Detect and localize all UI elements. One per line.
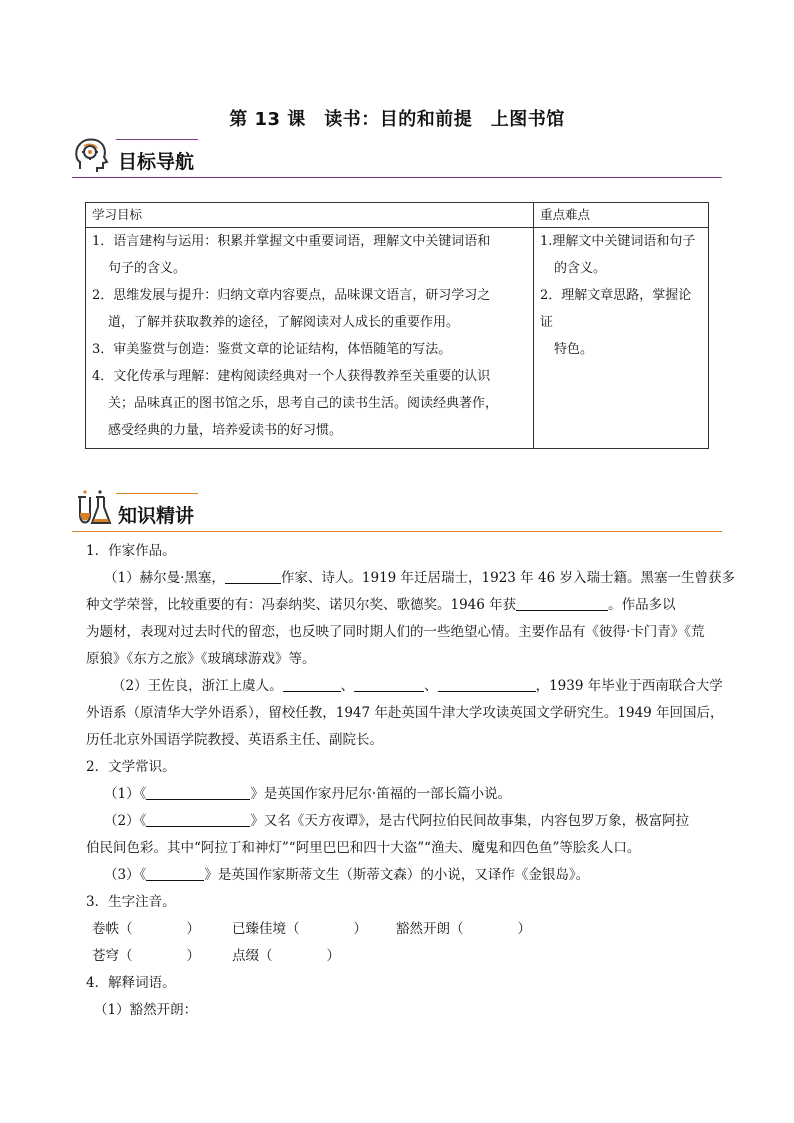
- pinyin-item[interactable]: 已臻佳境（ ）: [232, 921, 367, 937]
- fill-blank[interactable]: [146, 864, 204, 881]
- header-key-points: 重点难点: [534, 203, 709, 228]
- header-deco-line: [116, 493, 198, 494]
- head-gears-icon: [72, 135, 112, 175]
- flask-icon: [72, 489, 112, 529]
- section-rule: [72, 177, 722, 178]
- page-title: 第 13 课 读书：目的和前提 上图书馆: [229, 109, 565, 130]
- section-title: 目标导航: [118, 151, 195, 173]
- fill-blank[interactable]: [516, 594, 608, 611]
- knowledge-body: [86, 538, 735, 1024]
- header-learning-goals: 学习目标: [86, 203, 534, 228]
- paragraph-line: 为题材，表现对过去时代的留恋，也反映了同时期人们的一些绝望心情。主要作品有《彼得·卡门青》《荒: [86, 624, 705, 640]
- heading-definitions: 4．解释词语。: [86, 975, 176, 991]
- header-deco-line: [116, 139, 198, 140]
- section-header-goals: [72, 138, 722, 178]
- fill-blank[interactable]: [146, 810, 250, 827]
- definition-item: （1）豁然开朗：: [94, 1002, 198, 1018]
- literary-item: （2）《 》又名《天方夜谭》，是古代阿拉伯民间故事集，内容包罗万象，极富阿拉: [86, 808, 726, 835]
- table-row: [86, 228, 709, 449]
- fill-blank[interactable]: [438, 675, 536, 692]
- goals-table: [85, 202, 709, 449]
- heading-pinyin: 3．生字注音。: [86, 894, 176, 910]
- pinyin-row: [86, 916, 726, 943]
- keypoint-item: 2．理解文章思路，掌握论证 特色。: [540, 288, 692, 357]
- paragraph-wangzuoliang: （2）王佐良，浙江上虞人。 、 、 ，1939 年毕业于西南联合大学: [86, 673, 726, 700]
- goal-item: 2．思维发展与提升：归纳文章内容要点，品味课文语言，研习学习之 道，了解并获取教养的途径，了解阅读对人成长的重要作用。: [92, 288, 491, 330]
- fill-blank[interactable]: [283, 675, 341, 692]
- paragraph-hesse: （1）赫尔曼·黑塞， 作家、诗人。1919 年迁居瑞士，1923 年 46 岁入瑞士籍。黑塞一生曾获多: [86, 565, 726, 592]
- fill-blank[interactable]: [354, 675, 424, 692]
- pinyin-item[interactable]: 卷帙（ ）: [92, 921, 200, 937]
- pinyin-item[interactable]: 点缀（ ）: [232, 948, 340, 964]
- goal-item: 3．审美鉴赏与创造：鉴赏文章的论证结构，体悟随笔的写法。: [92, 342, 452, 357]
- goal-item: 4．文化传承与理解：建构阅读经典对一个人获得教养至关重要的认识 关；品味真正的图书馆之乐，思考自己的读书生活。阅读经典著作， 感受经典的力量，培养爱读书的好习惯。: [92, 369, 499, 438]
- literary-item: （3）《 》是英国作家斯蒂文生（斯蒂文森）的小说，又译作《金银岛》。: [86, 862, 726, 889]
- heading-literary-knowledge: 2．文学常识。: [86, 759, 176, 775]
- fill-blank[interactable]: [225, 567, 281, 584]
- goal-item: 1．语言建构与运用：积累并掌握文中重要词语，理解文中关键词语和 句子的含义。: [92, 234, 491, 276]
- section-rule: [72, 531, 722, 532]
- keypoints-cell: [534, 228, 709, 449]
- goals-cell: [86, 228, 534, 449]
- paragraph-line: 原狼》《东方之旅》《玻璃球游戏》等。: [86, 651, 316, 667]
- paragraph-line: 伯民间色彩。其中“阿拉丁和神灯”“阿里巴巴和四十大盗”“渔夫、魔鬼和四色鱼”等脍炙人口。: [86, 840, 641, 856]
- table-header-row: [86, 203, 709, 228]
- fill-blank[interactable]: [146, 783, 250, 800]
- paragraph-line: 历任北京外国语学院教授、英语系主任、副院长。: [86, 732, 383, 748]
- section-title: 知识精讲: [118, 505, 195, 527]
- paragraph-line: 种文学荣誉，比较重要的有：冯泰纳奖、诺贝尔奖、歌德奖。1946 年获 。作品多以: [86, 592, 726, 619]
- pinyin-row: [86, 943, 726, 970]
- heading-author-works: 1．作家作品。: [86, 543, 176, 559]
- keypoint-item: 1.理解文中关键词语和句子 的含义。: [540, 234, 696, 276]
- literary-item: （1）《 》是英国作家丹尼尔·笛福的一部长篇小说。: [86, 781, 726, 808]
- paragraph-line: 外语系（原清华大学外语系），留校任教，1947 年赴英国牛津大学攻读英国文学研究生。1949 年回国后，: [86, 705, 724, 721]
- pinyin-item[interactable]: 豁然开朗（ ）: [396, 921, 531, 937]
- section-header-knowledge: [72, 492, 722, 532]
- pinyin-item[interactable]: 苍穹（ ）: [92, 948, 200, 964]
